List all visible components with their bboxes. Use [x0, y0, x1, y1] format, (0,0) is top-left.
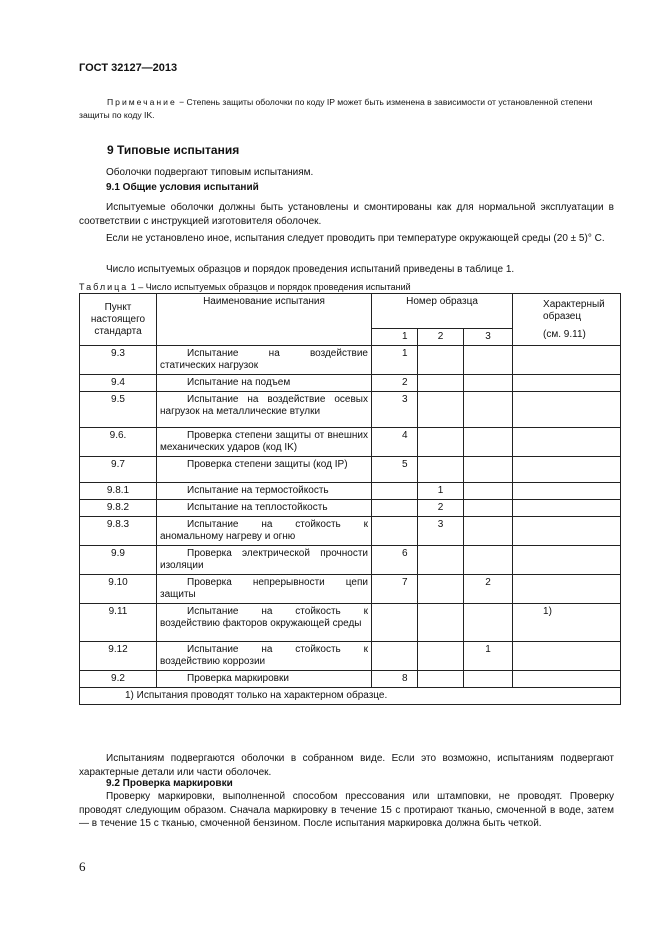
row-test-name-text: Испытание на теплостойкость: [187, 502, 328, 513]
header-characteristic-ref: (см. 9.11): [543, 329, 586, 340]
section-9-2-title: 9.2 Проверка маркировки: [106, 778, 233, 789]
row-sample-1: [372, 604, 418, 642]
row-test-name-text: Испытание на термостойкость: [187, 485, 329, 496]
tests-table: [79, 293, 621, 705]
document-header: ГОСТ 32127—2013: [79, 62, 178, 74]
table-row: [80, 346, 621, 375]
row-sample-1: 6: [372, 546, 418, 575]
row-sample-1: [372, 483, 418, 500]
row-sample-1: 7: [372, 575, 418, 604]
page-number: 6: [79, 859, 86, 874]
header-characteristic: [513, 294, 621, 346]
row-sample-3: 2: [464, 575, 513, 604]
row-sample-3: [464, 428, 513, 457]
row-test-name-text: Проверка непрерывности цепи защиты: [160, 577, 368, 600]
row-sample-2: [418, 546, 464, 575]
header-punkt: Пункт настоящего стандарта: [80, 294, 157, 346]
row-sample-3: 1: [464, 642, 513, 671]
note-text: − Степень защиты оболочки по коду IP может быть изменена в зависимости от установленной степени защиты по коду IK.: [79, 97, 593, 120]
row-punkt: 9.10: [80, 575, 157, 604]
table-row: [80, 575, 621, 604]
row-test-name-text: Испытание на воздействие осевых нагрузок на металлические втулки: [160, 394, 368, 417]
row-sample-1: [372, 500, 418, 517]
header-sample-1: 1: [372, 329, 418, 346]
row-punkt: 9.9: [80, 546, 157, 575]
row-sample-1: 4: [372, 428, 418, 457]
row-sample-1: 2: [372, 375, 418, 392]
row-test-name: [157, 575, 372, 604]
row-characteristic: [513, 642, 621, 671]
row-sample-3: [464, 392, 513, 428]
row-sample-1: [372, 642, 418, 671]
table-row: [80, 517, 621, 546]
row-sample-3: [464, 604, 513, 642]
row-sample-2: 3: [418, 517, 464, 546]
row-sample-3: [464, 546, 513, 575]
row-punkt: 9.8.3: [80, 517, 157, 546]
row-characteristic: [513, 428, 621, 457]
row-sample-2: [418, 392, 464, 428]
row-characteristic: [513, 375, 621, 392]
row-test-name: [157, 642, 372, 671]
row-characteristic: [513, 346, 621, 375]
table-row: [80, 375, 621, 392]
row-sample-2: [418, 428, 464, 457]
row-characteristic: [513, 483, 621, 500]
row-test-name: [157, 457, 372, 483]
note-block: [79, 96, 614, 122]
paragraph-mounting: Испытуемые оболочки должны быть установлены и смонтированы как для нормальной эксплуатации в соответствии с инструкцией изготовителя оболочек.: [79, 202, 614, 227]
table-footnote: 1) Испытания проводят только на характерном образце.: [80, 688, 621, 705]
row-characteristic: [513, 546, 621, 575]
section-9-title: 9 Типовые испытания: [107, 143, 240, 157]
row-test-name: [157, 375, 372, 392]
row-test-name-text: Проверка степени защиты от внешних механических ударов (код IK): [160, 430, 368, 453]
row-sample-2: [418, 375, 464, 392]
row-sample-3: [464, 500, 513, 517]
row-sample-3: [464, 457, 513, 483]
note-label: Примечание: [107, 97, 177, 107]
row-sample-3: [464, 483, 513, 500]
row-sample-2: [418, 457, 464, 483]
row-sample-3: [464, 375, 513, 392]
table-row: [80, 500, 621, 517]
row-characteristic: [513, 392, 621, 428]
header-name: Наименование испытания: [157, 294, 372, 346]
row-sample-2: [418, 642, 464, 671]
row-test-name: [157, 483, 372, 500]
row-test-name: [157, 392, 372, 428]
row-test-name-text: Испытание на воздействие статических нагрузок: [160, 348, 368, 371]
row-punkt: 9.8.1: [80, 483, 157, 500]
row-sample-2: [418, 346, 464, 375]
row-characteristic: [513, 671, 621, 688]
row-sample-1: [372, 517, 418, 546]
table-row: [80, 428, 621, 457]
table-row: [80, 546, 621, 575]
table-row: [80, 483, 621, 500]
row-punkt: 9.12: [80, 642, 157, 671]
paragraph-marking-check: Проверку маркировки, выполненной способом прессования или штамповки, не проводят. Проверку проводят следующим образом. Сначала маркировку в течение 15 с протирают тканью, смоченной в воде, затем — в течение 15 с тканью, смоченной бензином. После испытания маркировка должна быть четкой.: [79, 791, 614, 829]
paragraph-samples: Число испытуемых образцов и порядок проведения испытаний приведены в таблице 1.: [106, 264, 515, 275]
header-characteristic-label: Характерный образец: [543, 299, 605, 322]
paragraph-temperature: Если не установлено иное, испытания следует проводить при температуре окружающей среды (20 ± 5)° С.: [106, 233, 605, 244]
row-sample-2: [418, 671, 464, 688]
row-punkt: 9.4: [80, 375, 157, 392]
table-row: [80, 642, 621, 671]
row-test-name-text: Проверка степени защиты (код IP): [187, 459, 348, 470]
row-punkt: 9.5: [80, 392, 157, 428]
row-characteristic: [513, 500, 621, 517]
row-punkt: 9.7: [80, 457, 157, 483]
row-test-name-text: Проверка электрической прочности изоляции: [160, 548, 368, 571]
row-test-name-text: Испытание на стойкость к аномальному нагреву и огню: [160, 519, 368, 542]
row-sample-2: 1: [418, 483, 464, 500]
row-test-name-text: Испытание на подъем: [187, 377, 291, 388]
table-caption-label: Таблица: [79, 282, 129, 292]
row-test-name: [157, 671, 372, 688]
row-sample-1: 1: [372, 346, 418, 375]
table-row: [80, 671, 621, 688]
table-caption: [79, 282, 411, 292]
table-row: [80, 457, 621, 483]
row-sample-2: [418, 604, 464, 642]
section-9-intro: Оболочки подвергают типовым испытаниям.: [106, 167, 314, 178]
row-characteristic: 1): [513, 604, 621, 642]
row-sample-2: 2: [418, 500, 464, 517]
header-sample-no: Номер образца: [372, 294, 513, 329]
row-test-name: [157, 500, 372, 517]
header-sample-2: 2: [418, 329, 464, 346]
table-row: [80, 604, 621, 642]
row-sample-3: [464, 517, 513, 546]
table-caption-text: 1 – Число испытуемых образцов и порядок проведения испытаний: [128, 282, 411, 292]
row-test-name: [157, 517, 372, 546]
row-sample-2: [418, 575, 464, 604]
row-characteristic: [513, 517, 621, 546]
row-test-name: [157, 604, 372, 642]
row-test-name-text: Испытание на стойкость к воздействию коррозии: [160, 644, 368, 667]
row-punkt: 9.8.2: [80, 500, 157, 517]
row-sample-1: 3: [372, 392, 418, 428]
table-row: [80, 392, 621, 428]
row-punkt: 9.2: [80, 671, 157, 688]
row-sample-3: [464, 671, 513, 688]
row-punkt: 9.11: [80, 604, 157, 642]
row-test-name: [157, 546, 372, 575]
paragraph-assembled: Испытаниям подвергаются оболочки в собранном виде. Если это возможно, испытаниям подвергают характерные детали или части оболочек.: [79, 753, 614, 778]
row-sample-1: 8: [372, 671, 418, 688]
row-characteristic: [513, 575, 621, 604]
row-punkt: 9.6.: [80, 428, 157, 457]
section-9-1-title: 9.1 Общие условия испытаний: [106, 182, 259, 193]
row-sample-1: 5: [372, 457, 418, 483]
row-test-name-text: Испытание на стойкость к воздействию факторов окружающей среды: [160, 606, 368, 629]
row-characteristic: [513, 457, 621, 483]
row-test-name: [157, 346, 372, 375]
header-sample-3: 3: [464, 329, 513, 346]
row-test-name-text: Проверка маркировки: [187, 673, 289, 684]
row-sample-3: [464, 346, 513, 375]
row-punkt: 9.3: [80, 346, 157, 375]
row-test-name: [157, 428, 372, 457]
